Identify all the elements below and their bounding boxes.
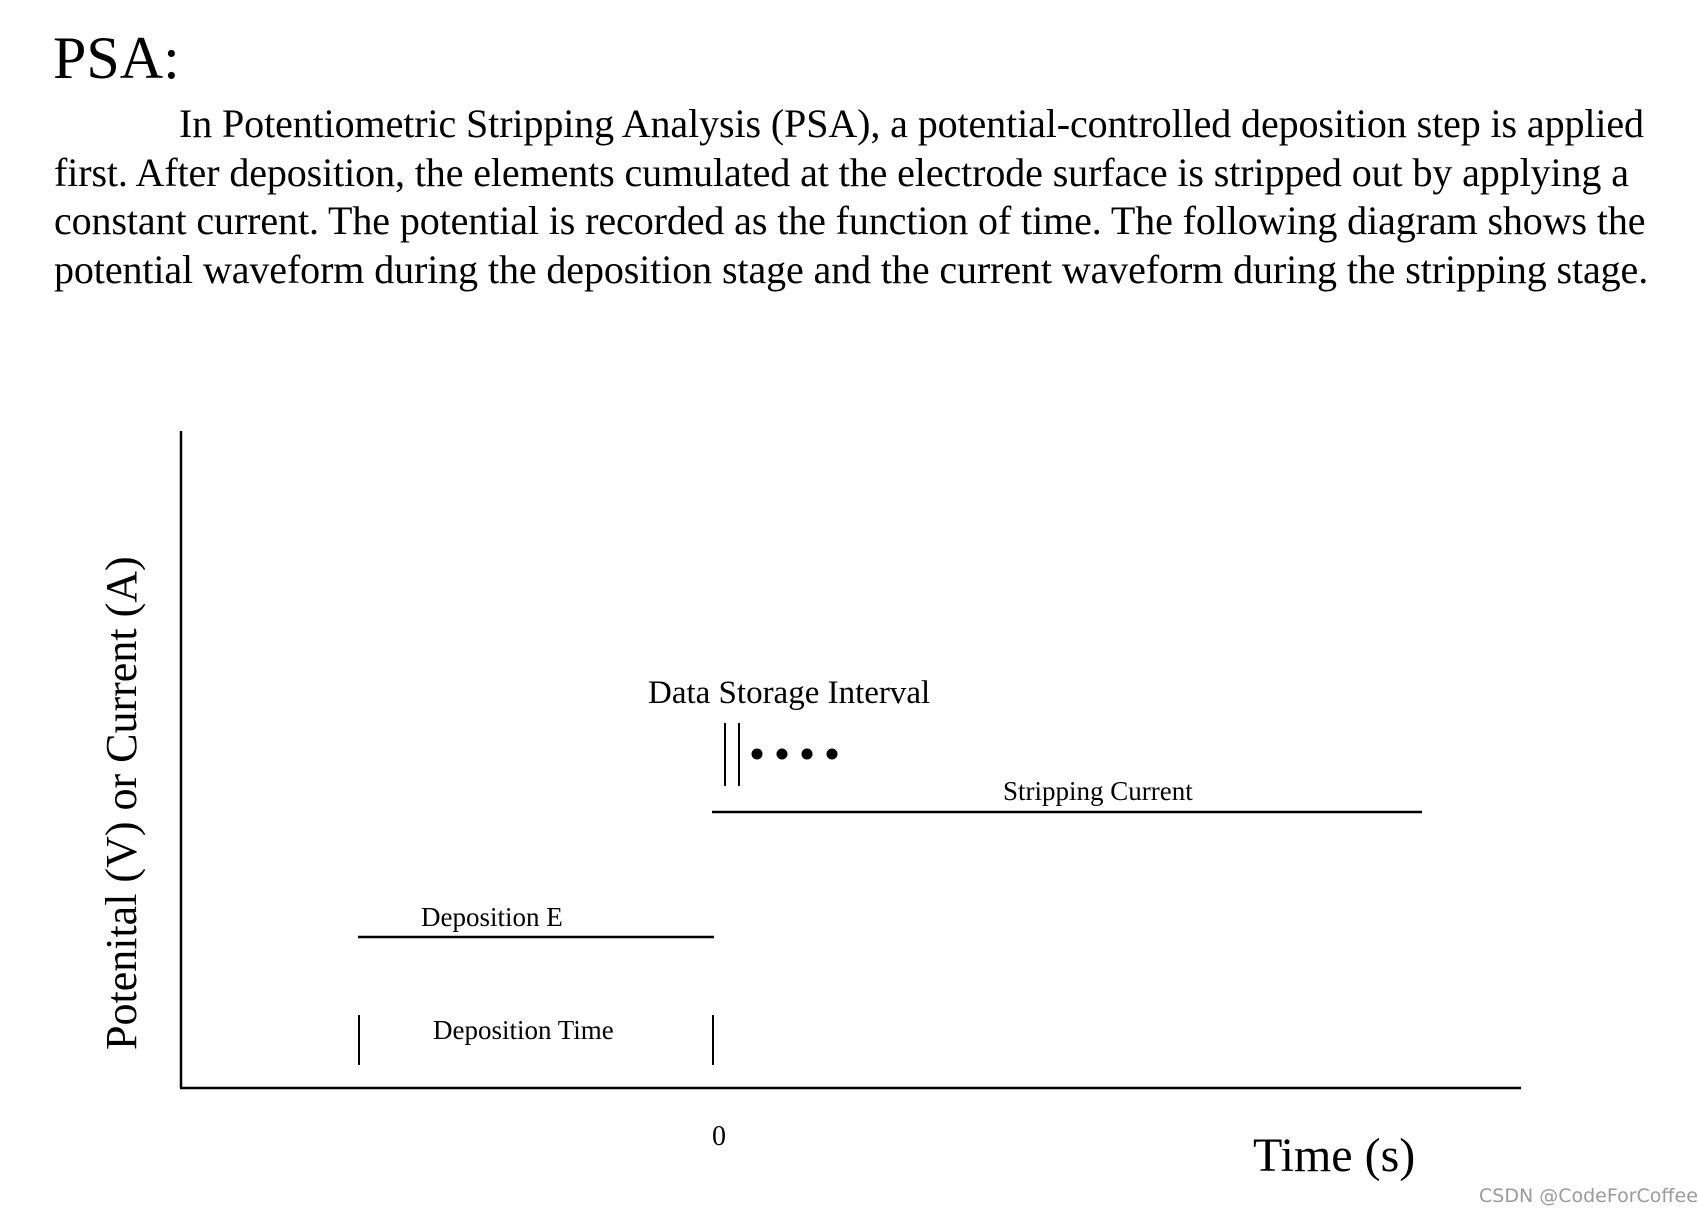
y-axis-label: Potenital (V) or Current (A) — [97, 556, 146, 1050]
stripping-current-label: Stripping Current — [1003, 776, 1193, 806]
page-heading: PSA: — [53, 25, 180, 91]
data-storage-dot — [802, 749, 813, 760]
data-storage-dot — [752, 749, 763, 760]
data-storage-dot — [827, 749, 838, 760]
deposition-time-label: Deposition Time — [433, 1015, 614, 1045]
data-storage-interval-label: Data Storage Interval — [648, 675, 931, 711]
watermark: CSDN @CodeForCoffee — [1479, 1185, 1698, 1207]
x-origin-tick-label: 0 — [712, 1121, 726, 1152]
x-axis-label: Time (s) — [1253, 1129, 1416, 1182]
data-storage-dot — [777, 749, 788, 760]
description-paragraph: In Potentiometric Stripping Analysis (PSA), a potential-controlled deposition step is applied first. After deposition, the elements cumulated at the electrode surface is stripped out by applying a constant current. The potential is recorded as the function of time. The following diagram shows the potential waveform during the deposition stage and the current waveform during the stripping stage. — [54, 101, 1649, 292]
deposition-potential-label: Deposition E — [421, 902, 563, 932]
